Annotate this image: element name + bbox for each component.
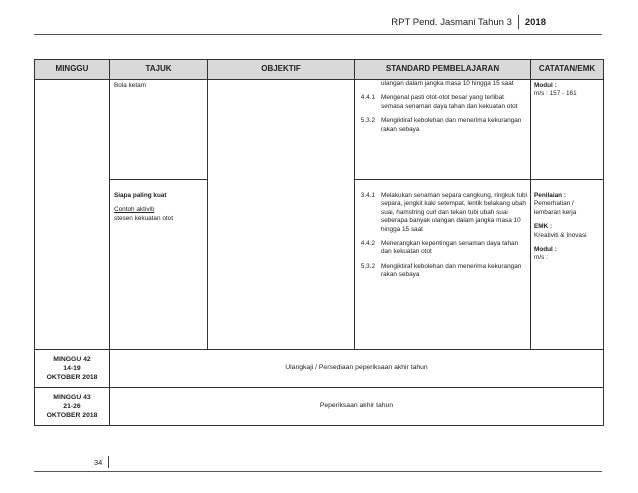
footer-rule xyxy=(34,471,602,472)
page-footer xyxy=(94,456,109,468)
minggu-dates: 21-26 xyxy=(63,403,81,410)
standard-text: Mengenal pasti otot-otot besar yang terlibat semasa senaman daya tahan dan kekuatan otot xyxy=(381,94,518,110)
minggu-cell-empty xyxy=(35,80,110,350)
modul-label: Modul : xyxy=(534,82,557,89)
emk-value: Kreativiti & Inovasi xyxy=(534,231,587,239)
document-title: RPT Pend. Jasmani Tahun 3 xyxy=(391,16,512,28)
minggu-cell xyxy=(35,350,110,388)
standard-cell xyxy=(355,180,531,350)
standard-text: Menerangkan kepentingan senaman daya tahan dan kekuatan otot xyxy=(381,240,519,256)
tajuk-activity: stesen kekuatan otot xyxy=(114,214,173,222)
header-divider xyxy=(518,15,519,29)
lesson-plan-table xyxy=(34,59,604,426)
minggu-month: OKTOBER 2018 xyxy=(46,374,98,381)
standard-code: 3.4.1 xyxy=(360,192,375,199)
tajuk-cell xyxy=(110,80,208,180)
table-row xyxy=(35,80,604,180)
penilaian-label: Penilaian : xyxy=(534,192,566,199)
merged-content-cell: Ulangkaji / Persediaan peperiksaan akhir tahun xyxy=(110,350,604,388)
col-header-tajuk: TAJUK xyxy=(110,60,208,80)
tajuk-title: Siapa paling kuat xyxy=(114,192,167,199)
penilaian-value: Pemerhatian / lembaran kerja xyxy=(534,200,577,216)
col-header-standard: STANDARD PEMBELAJARAN xyxy=(355,60,531,80)
modul-value: m/s : 157 - 161 xyxy=(534,90,577,98)
table-row xyxy=(35,388,604,426)
header-rule xyxy=(34,34,602,35)
col-header-objektif: OBJEKTIF xyxy=(208,60,355,80)
standard-text: Melakukan senaman separa cangkung, ringkuk tubi separa, jengkit kaki setempat, lentik belakang ubah suai, hamstring curl dan tekan tubi ubah suai seberapa banyak ulangan dalam jangka masa 10 hingga 15 saat xyxy=(381,192,528,233)
modul-label: Modul : xyxy=(534,246,557,254)
catatan-cell xyxy=(531,80,604,180)
standard-code: 4.4.2 xyxy=(360,240,375,248)
table-row xyxy=(35,350,604,388)
minggu-label: MINGGU 42 xyxy=(53,356,91,363)
page-number: 34 xyxy=(94,457,103,467)
catatan-cell xyxy=(531,180,604,350)
page-header xyxy=(391,15,546,29)
standard-code: 5.3.2 xyxy=(360,262,375,270)
footer-divider xyxy=(108,456,109,468)
standard-code: 4.4.1 xyxy=(360,94,375,102)
minggu-cell xyxy=(35,388,110,426)
standard-cell xyxy=(355,80,531,180)
modul-value: m/s : xyxy=(534,254,548,262)
minggu-dates: 14-19 xyxy=(63,365,81,372)
standard-item xyxy=(355,117,527,134)
standard-continuation: ulangan dalam jangka masa 10 hingga 15 saat xyxy=(381,80,514,87)
standard-item xyxy=(355,94,527,111)
emk-label: EMK : xyxy=(534,223,553,231)
minggu-label: MINGGU 43 xyxy=(53,394,91,401)
table-header-row xyxy=(35,60,604,80)
col-header-minggu: MINGGU xyxy=(35,60,110,80)
document-year: 2018 xyxy=(524,16,546,28)
standard-text: Mengiktiraf kebolehan dan menerima kekurangan rakan sebaya xyxy=(381,117,522,133)
minggu-month: OKTOBER 2018 xyxy=(46,412,98,419)
standard-item xyxy=(355,263,527,280)
merged-content-cell: Peperiksaan akhir tahun xyxy=(110,388,604,426)
col-header-catatan: CATATAN/EMK xyxy=(531,60,604,80)
standard-item xyxy=(355,240,527,257)
tajuk-subheading: Contoh aktiviti xyxy=(114,206,155,214)
tajuk-title: Bola ketam xyxy=(114,82,146,89)
standard-item xyxy=(355,192,527,234)
standard-text: Mengiktiraf kebolehan dan menerima kekurangan rakan sebaya xyxy=(381,262,522,279)
standard-code: 5.3.2 xyxy=(360,117,375,125)
objektif-cell-empty xyxy=(208,80,355,350)
tajuk-cell xyxy=(110,180,208,350)
